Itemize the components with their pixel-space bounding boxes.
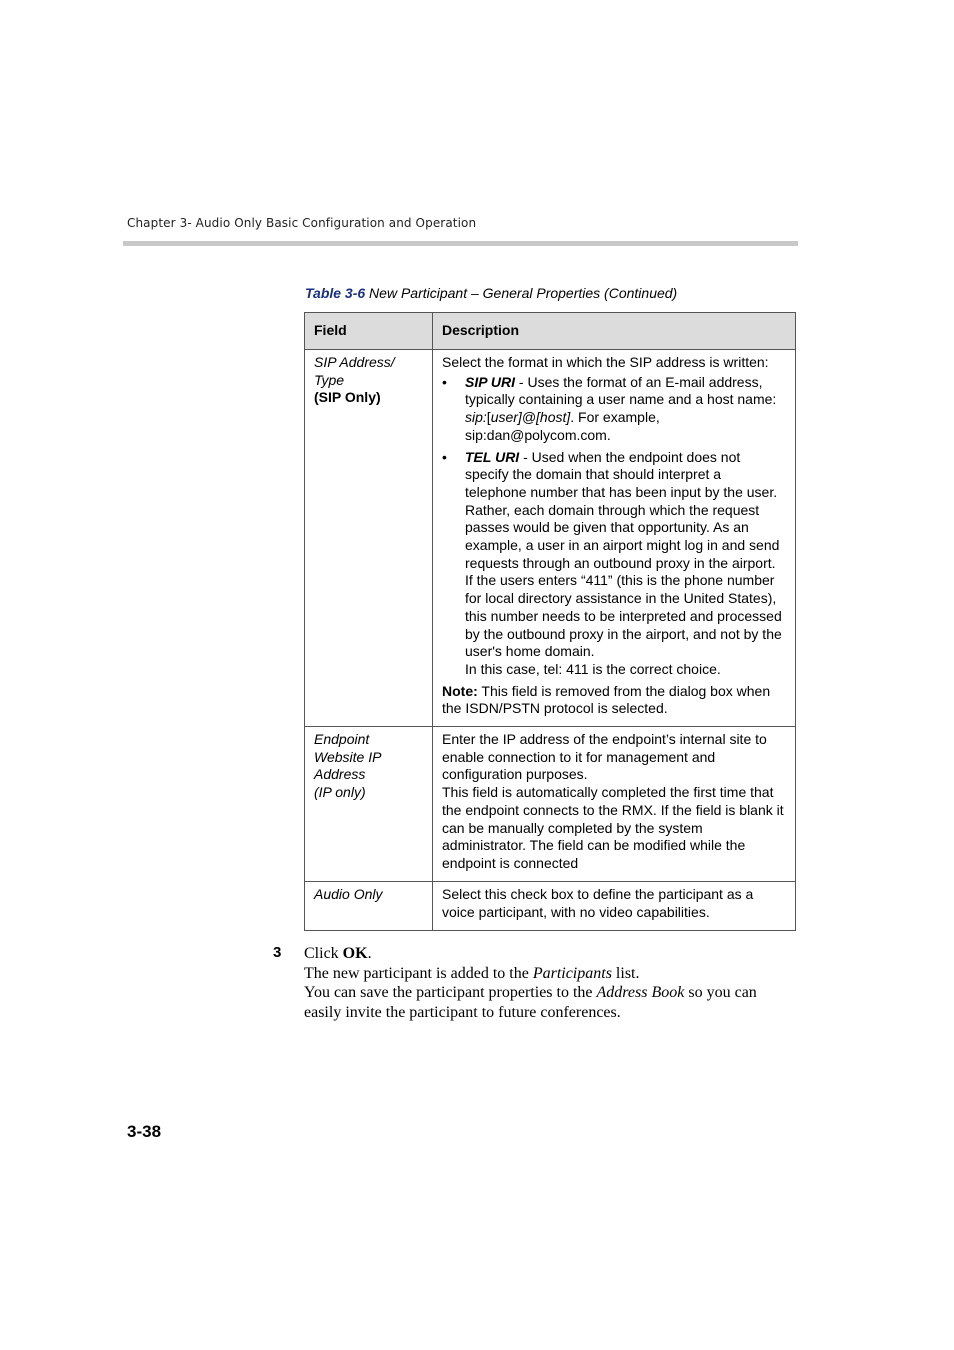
page-number: 3-38	[127, 1122, 162, 1141]
step-line	[304, 983, 784, 1022]
term-text: In this case, tel: 411 is the correct choice.	[465, 660, 721, 677]
table-header-row	[305, 313, 796, 350]
step-text: You can save the participant properties to the	[304, 984, 597, 1001]
table-caption-text: New Participant – General Properties (Continued)	[365, 285, 678, 301]
step-text: so you can easily invite the participant to future conferences.	[304, 984, 757, 1021]
column-header-field: Field	[305, 313, 433, 350]
description-paragraph: This field is automatically completed the first time that the endpoint connects to the RMX. If the field is blank it can be manually completed by the system administrator. The field can be modified while the endpoint is connected	[442, 784, 784, 871]
note-text: This field is removed from the dialog box when the ISDN/PSTN protocol is selected.	[442, 682, 771, 717]
table-caption-label: Table 3-6	[305, 285, 366, 301]
bullet-list	[442, 374, 786, 679]
term-text: - Uses the format of an E-mail address, typically containing a user name and a host name:	[465, 373, 777, 408]
description-intro: Select the format in which the SIP address is written:	[442, 354, 769, 370]
description-cell	[433, 350, 796, 727]
step-body	[304, 944, 784, 1022]
field-name: Endpoint	[314, 731, 370, 748]
properties-table	[304, 312, 796, 931]
term-text: user]@[host]	[490, 409, 571, 426]
step-text: The new participant is added to the	[304, 964, 533, 982]
field-qualifier: (IP only)	[314, 784, 366, 801]
description-paragraph: Select this check box to define the participant as a voice participant, with no video capabilities.	[442, 886, 754, 920]
list-item	[442, 449, 786, 679]
step-text: .	[367, 945, 372, 962]
term-text: sip:	[465, 409, 487, 426]
field-name: SIP Address/	[314, 354, 395, 370]
term-text: . For example, sip:dan@polycom.com.	[465, 409, 660, 443]
term-text: - Used when the endpoint does not specify the domain that should interpret a telephone number that has been input by the user. Rather, each domain through which the request passes would be given that opportunity. As an example, a user in an airport might log in and send requests through an outbound proxy in the airport. If the users enters “411” (this is the phone number for local directory assistance in the United States), this number needs to be interpreted and processed by the outbound proxy in the airport, and not by the user's home domain.	[465, 448, 782, 660]
participants-label: Participants	[532, 964, 612, 982]
field-cell	[305, 727, 433, 882]
term-text: [	[486, 409, 491, 426]
description-paragraph: Enter the IP address of the endpoint’s internal site to enable connection to it for management and configuration purposes.	[442, 731, 767, 783]
field-name: Address	[314, 766, 366, 783]
description-cell	[433, 727, 796, 882]
note-label: Note:	[442, 682, 478, 699]
field-qualifier: (SIP Only)	[314, 389, 381, 406]
field-name: Audio Only	[314, 886, 383, 903]
table-caption	[305, 285, 677, 301]
bullet-icon: •	[442, 448, 447, 465]
table-row	[305, 350, 796, 727]
step-line	[304, 944, 784, 964]
column-header-description: Description	[433, 313, 796, 350]
step-line	[304, 964, 784, 984]
step-text: Click	[304, 945, 343, 962]
field-name: Website IP	[314, 748, 382, 765]
address-book-label: Address Book	[596, 984, 685, 1001]
description-cell	[433, 882, 796, 931]
list-item	[442, 374, 786, 445]
chapter-header: Chapter 3- Audio Only Basic Configuration and Operation	[127, 216, 477, 230]
term: SIP URI	[465, 373, 516, 390]
table-row	[305, 882, 796, 931]
field-cell	[305, 882, 433, 931]
header-rule	[123, 241, 798, 246]
table-row	[305, 727, 796, 882]
term: TEL URI	[465, 448, 520, 465]
step-number: 3	[273, 944, 282, 961]
field-name: Type	[314, 371, 345, 388]
note	[442, 683, 786, 718]
step-text: list.	[611, 964, 640, 982]
bullet-icon: •	[442, 373, 447, 390]
field-cell	[305, 350, 433, 727]
ok-label: OK	[342, 945, 368, 962]
